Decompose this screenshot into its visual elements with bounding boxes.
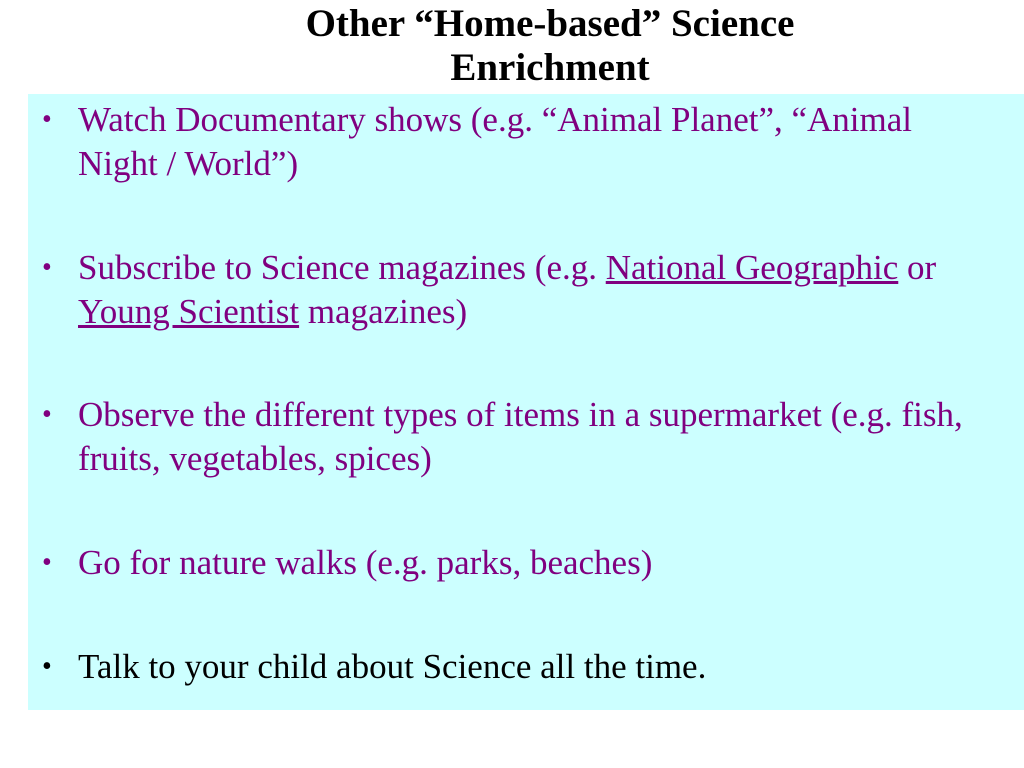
- title-line-2: Enrichment: [450, 46, 650, 89]
- bullet-item-nature-walks: [42, 541, 982, 585]
- content-box: [28, 94, 1024, 710]
- young-scientist-link[interactable]: Young Scientist: [78, 292, 300, 331]
- national-geographic-link[interactable]: National Geographic: [605, 248, 899, 287]
- title-line-1: Other “Home-based” Science: [305, 2, 795, 45]
- bullet-text-part: Subscribe to Science magazines (e.g.: [78, 248, 606, 287]
- bullet-text: Go for nature walks (e.g. parks, beaches): [78, 543, 653, 582]
- bullet-marker: •: [42, 104, 52, 135]
- bullet-marker: •: [42, 651, 52, 682]
- bullet-marker: •: [42, 547, 52, 578]
- bullet-item-talk-science: [42, 645, 982, 689]
- bullet-marker: •: [42, 252, 52, 283]
- slide-title: [180, 2, 920, 90]
- bullet-text: Watch Documentary shows (e.g. “Animal Planet”, “Animal Night / World”): [78, 100, 913, 183]
- bullet-text: [78, 246, 982, 334]
- bullet-text-part: magazines): [299, 292, 468, 331]
- bullet-text-part: or: [898, 248, 937, 287]
- bullet-text: Talk to your child about Science all the time.: [78, 647, 707, 686]
- bullet-item-magazines: [42, 246, 982, 334]
- bullet-item-supermarket: [42, 393, 982, 481]
- bullet-marker: •: [42, 399, 52, 430]
- bullet-text: Observe the different types of items in a supermarket (e.g. fish, fruits, vegetables, spices): [78, 395, 963, 478]
- bullet-item-documentary: [42, 98, 982, 186]
